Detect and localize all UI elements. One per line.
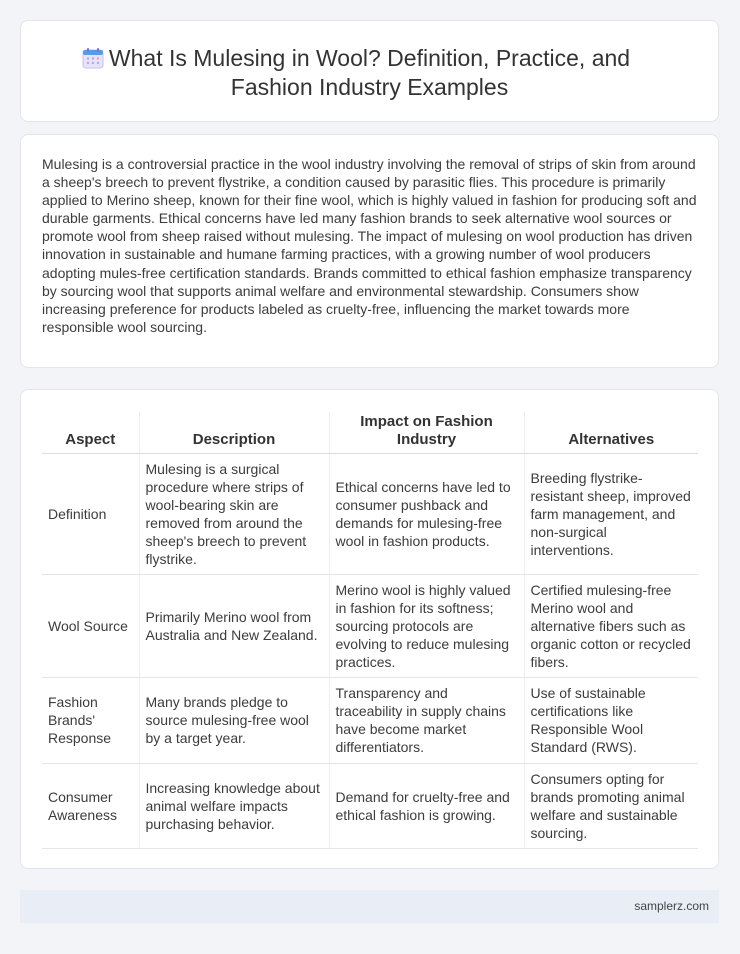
comparison-table <box>42 412 698 849</box>
table-row <box>42 453 698 574</box>
table-card <box>20 389 719 869</box>
cell-description: Many brands pledge to source mulesing-free wool by a target year. <box>139 677 329 763</box>
table-row <box>42 677 698 763</box>
table-header-row <box>42 412 698 453</box>
cell-aspect: Fashion Brands' Response <box>42 677 139 763</box>
table-row <box>42 574 698 677</box>
intro-paragraph: Mulesing is a controversial practice in the wool industry involving the removal of strips of skin from around a sheep's breech to prevent flystrike, a condition caused by parasitic flies. This procedure is primarily applied to Merino sheep, known for their fine wool, which is highly valued in fashion for producing soft and durable garments. Ethical concerns have led many fashion brands to seek alternative wool sources or promote wool from sheep raised without mulesing. The impact of mulesing on wool production has driven innovation in sustainable and humane farming practices, with a growing number of wool producers adopting mules-free certification standards. Brands committed to ethical fashion emphasize transparency by sourcing wool that supports animal welfare and environmental stewardship. Consumers show increasing preference for products labeled as cruelty-free, influencing the market towards more responsible wool sourcing. <box>42 156 697 335</box>
cell-alternatives: Consumers opting for brands promoting animal welfare and sustainable sourcing. <box>524 763 698 848</box>
cell-alternatives: Certified mulesing-free Merino wool and alternative fibers such as organic cotton or recycled fibers. <box>524 574 698 677</box>
cell-impact: Demand for cruelty-free and ethical fashion is growing. <box>329 763 524 848</box>
intro-card <box>20 134 719 368</box>
cell-impact: Merino wool is highly valued in fashion for its softness; sourcing protocols are evolving to reduce mulesing practices. <box>329 574 524 677</box>
cell-description: Increasing knowledge about animal welfare impacts purchasing behavior. <box>139 763 329 848</box>
cell-alternatives: Breeding flystrike-resistant sheep, improved farm management, and non-surgical interventions. <box>524 453 698 574</box>
header-aspect: Aspect <box>42 412 139 453</box>
footer-bar <box>20 890 719 923</box>
header-card <box>20 20 719 122</box>
header-impact: Impact on Fashion Industry <box>329 412 524 453</box>
footer-site-link[interactable]: samplerz.com <box>634 899 709 913</box>
cell-aspect: Consumer Awareness <box>42 763 139 848</box>
header-alternatives: Alternatives <box>524 412 698 453</box>
cell-aspect: Definition <box>42 453 139 574</box>
cell-impact: Ethical concerns have led to consumer pushback and demands for mulesing-free wool in fashion products. <box>329 453 524 574</box>
cell-description: Primarily Merino wool from Australia and New Zealand. <box>139 574 329 677</box>
table-row <box>42 763 698 848</box>
cell-alternatives: Use of sustainable certifications like Responsible Wool Standard (RWS). <box>524 677 698 763</box>
page-title: What Is Mulesing in Wool? Definition, Practice, and Fashion Industry Examples <box>108 45 631 100</box>
cell-aspect: Wool Source <box>42 574 139 677</box>
cell-description: Mulesing is a surgical procedure where strips of wool-bearing skin are removed from around the sheep's breech to prevent flystrike. <box>139 453 329 574</box>
header-description: Description <box>139 412 329 453</box>
cell-impact: Transparency and traceability in supply chains have become market differentiators. <box>329 677 524 763</box>
